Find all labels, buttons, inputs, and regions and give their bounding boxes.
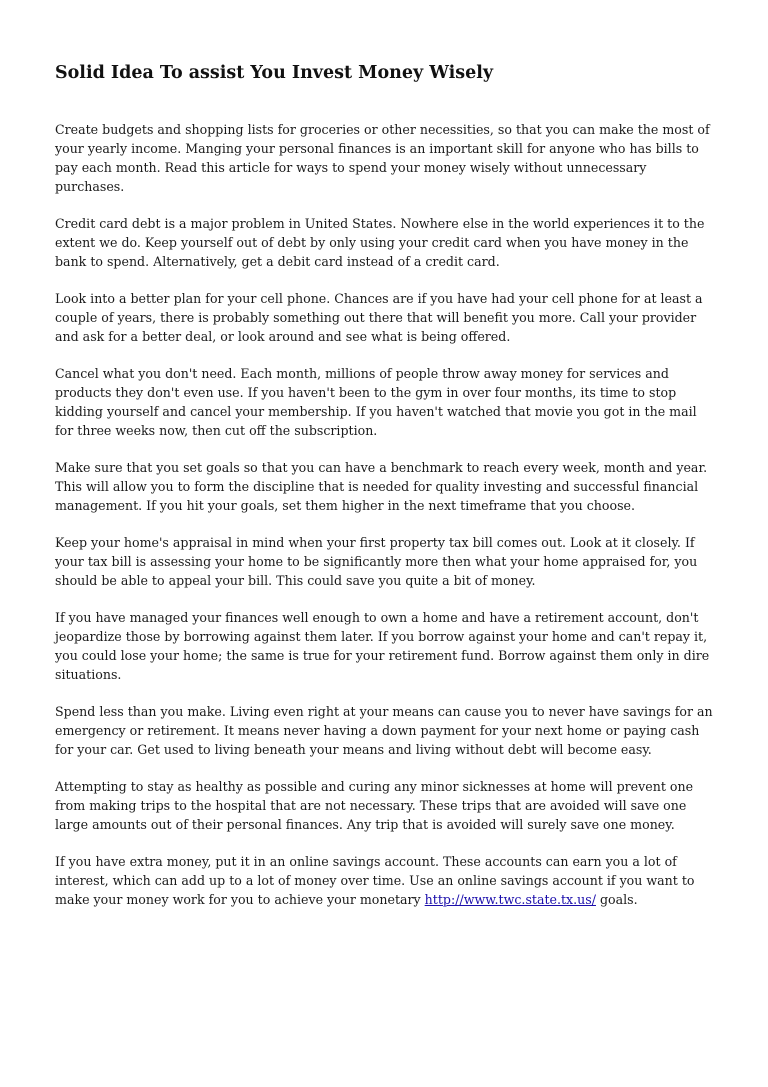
- paragraph-home-appraisal: Keep your home's appraisal in mind when your first property tax bill comes out. Look at it closely. If your tax bill is assessing your home to be significantly more then what your home appraised for, you should be able to appeal your bill. This could save you quite a bit of money.: [55, 535, 698, 588]
- paragraph-spend-less: Spend less than you make. Living even right at your means can cause you to never have savings for an emergency or retirement. It means never having a down payment for your next home or paying cash for your car. Get used to living beneath your means and living without debt will become easy.: [55, 704, 713, 757]
- document-title: Solid Idea To assist You Invest Money Wisely: [55, 63, 494, 83]
- paragraph-online-savings: [55, 852, 715, 909]
- paragraph-stay-healthy: Attempting to stay as healthy as possible and curing any minor sicknesses at home will prevent one from making trips to the hospital that are not necessary. These trips that are avoided will save one large amounts out of their personal finances. Any trip that is avoided will surely save one money.: [55, 779, 694, 832]
- online-savings-text-end: goals.: [595, 892, 638, 907]
- document-page: [55, 60, 715, 927]
- paragraph-credit-card-debt: Credit card debt is a major problem in United States. Nowhere else in the world experiences it to the extent we do. Keep yourself out of debt by only using your credit card when you have money in the bank to spend. Alternatively, get a debit card instead of a credit card.: [55, 216, 705, 269]
- twc-link[interactable]: http://www.twc.state.tx.us/: [424, 892, 596, 907]
- paragraph-cell-phone: Look into a better plan for your cell phone. Chances are if you have had your cell phone for at least a couple of years, there is probably something out there that will benefit you more. Call your provider and ask for a better deal, or look around and see what is being offered.: [55, 291, 703, 344]
- online-savings-text: If you have extra money, put it in an online savings account. These accounts can earn you a lot of interest, which can add up to a lot of money over time. Use an online savings account if you want to make your money work for you to achieve your monetary: [55, 854, 695, 907]
- paragraph-cancel-services: Cancel what you don't need. Each month, millions of people throw away money for services and products they don't even use. If you haven't been to the gym in over four months, its time to stop kidding yourself and cancel your membership. If you haven't watched that movie you got in the mail for three weeks now, then cut off the subscription.: [55, 366, 697, 438]
- paragraph-set-goals: Make sure that you set goals so that you can have a benchmark to reach every week, month and year. This will allow you to form the discipline that is needed for quality investing and successful financial management. If you hit your goals, set them higher in the next timeframe that you choose.: [55, 460, 708, 513]
- paragraph-retirement-account: If you have managed your finances well enough to own a home and have a retirement account, don't jeopardize those by borrowing against them later. If you borrow against your home and can't repay it, you could lose your home; the same is true for your retirement fund. Borrow against them only in dire situations.: [55, 610, 710, 682]
- paragraph-budgets: Create budgets and shopping lists for groceries or other necessities, so that you can make the most of your yearly income. Manging your personal finances is an important skill for anyone who has bills to pay each month. Read this article for ways to spend your money wisely without unnecessary purchases.: [55, 122, 710, 194]
